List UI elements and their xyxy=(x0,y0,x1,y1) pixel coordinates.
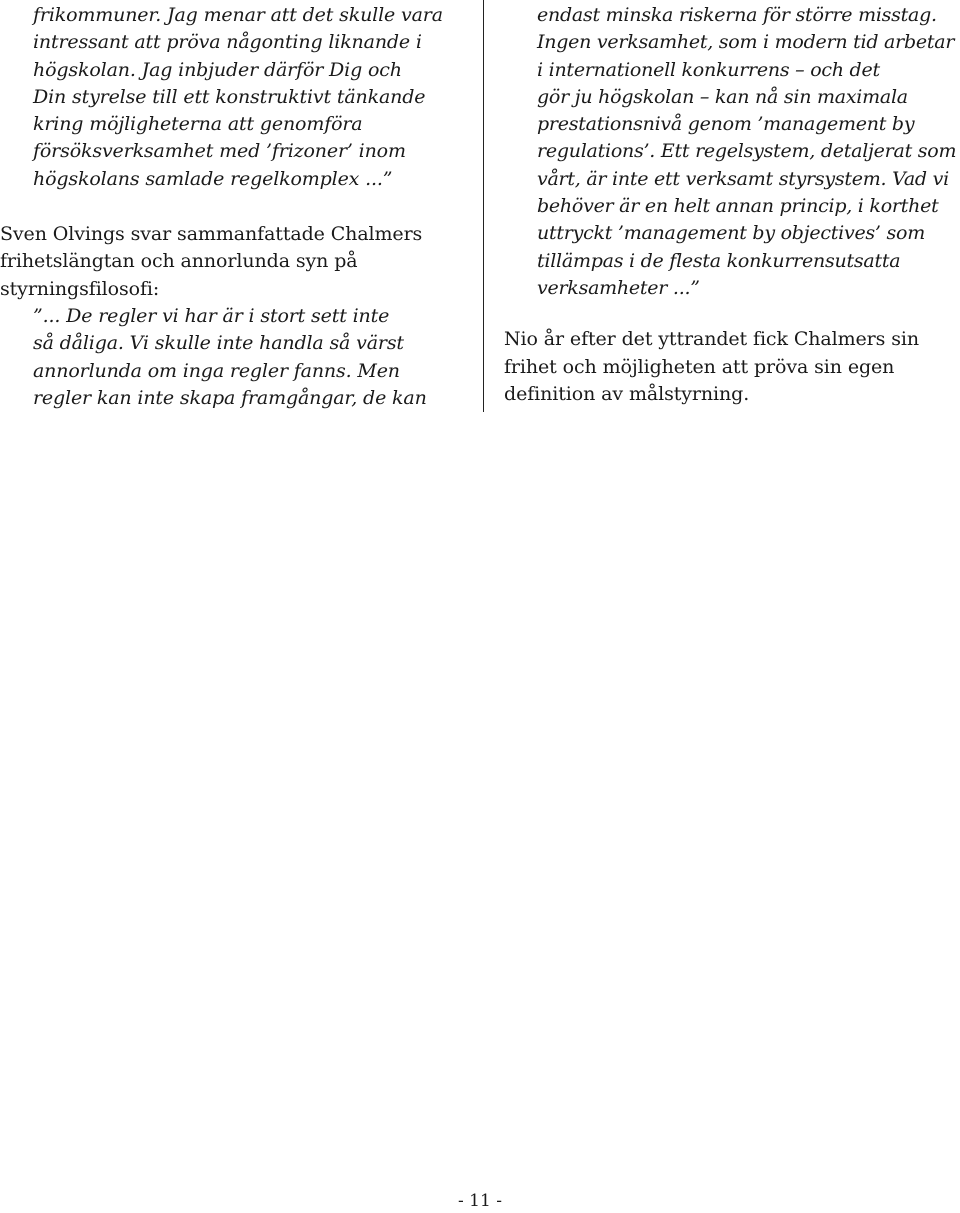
olving-answer-quote-continued xyxy=(504,2,960,302)
paragraph-line: Sven Olvings svar sammanfattade Chalmers xyxy=(0,223,423,246)
paragraph-line: styrningsfilosofi: xyxy=(0,277,160,300)
paragraph-line: frihet och möjligheten att pröva sin egen xyxy=(504,355,895,378)
quote-line: Ingen verksamhet, som i modern tid arbetar xyxy=(537,31,955,54)
quote-line: tillämpas i de flesta konkurrensutsatta xyxy=(537,249,901,272)
quote-continued xyxy=(0,2,470,193)
quote-line: intressant att pröva någonting liknande i xyxy=(33,31,422,54)
page-number: - 11 - xyxy=(458,1191,502,1211)
quote-line: annorlunda om inga regler fanns. Men xyxy=(33,359,400,382)
quote-line: vårt, är inte ett verksamt styrsystem. Vad vi xyxy=(537,167,949,190)
quote-line: regulations’. Ett regelsystem, detaljerat som xyxy=(537,140,957,163)
quote-line: uttryckt ’management by objectives’ som xyxy=(537,222,925,245)
quote-line: verksamheter ...” xyxy=(537,276,700,299)
left-column xyxy=(0,2,470,412)
quote-line: regler kan inte skapa framgångar, de kan xyxy=(33,386,427,409)
right-column xyxy=(504,2,960,408)
closing-paragraph xyxy=(504,326,960,408)
quote-line: prestationsnivå genom ’management by xyxy=(537,113,915,136)
paragraph-line: Nio år efter det yttrandet fick Chalmers sin xyxy=(504,328,920,351)
quote-line: gör ju högskolan – kan nå sin maximala xyxy=(537,85,908,108)
quote-line: i internationell konkurrens – och det xyxy=(537,58,880,81)
quote-line: kring möjligheterna att genomföra xyxy=(33,113,363,136)
quote-line: ”... De regler vi har är i stort sett inte xyxy=(33,304,390,327)
quote-line: frikommuner. Jag menar att det skulle vara xyxy=(33,4,443,26)
olving-answer-quote xyxy=(0,303,470,412)
quote-line: Din styrelse till ett konstruktivt tänkande xyxy=(33,85,426,108)
quote-line: försöksverksamhet med ’frizoner’ inom xyxy=(33,140,406,163)
quote-line: högskolan. Jag inbjuder därför Dig och xyxy=(33,58,402,81)
quote-line: endast minska riskerna för större misstag. xyxy=(537,4,937,26)
quote-line: högskolans samlade regelkomplex ...” xyxy=(33,167,393,190)
paragraph-line: frihetslängtan och annorlunda syn på xyxy=(0,250,358,273)
paragraph-line: definition av målstyrning. xyxy=(504,382,750,405)
column-divider xyxy=(483,0,484,412)
quote-line: så dåliga. Vi skulle inte handla så värst xyxy=(33,332,404,355)
olving-intro-paragraph xyxy=(0,221,470,303)
quote-line: behöver är en helt annan princip, i korthet xyxy=(537,195,939,218)
